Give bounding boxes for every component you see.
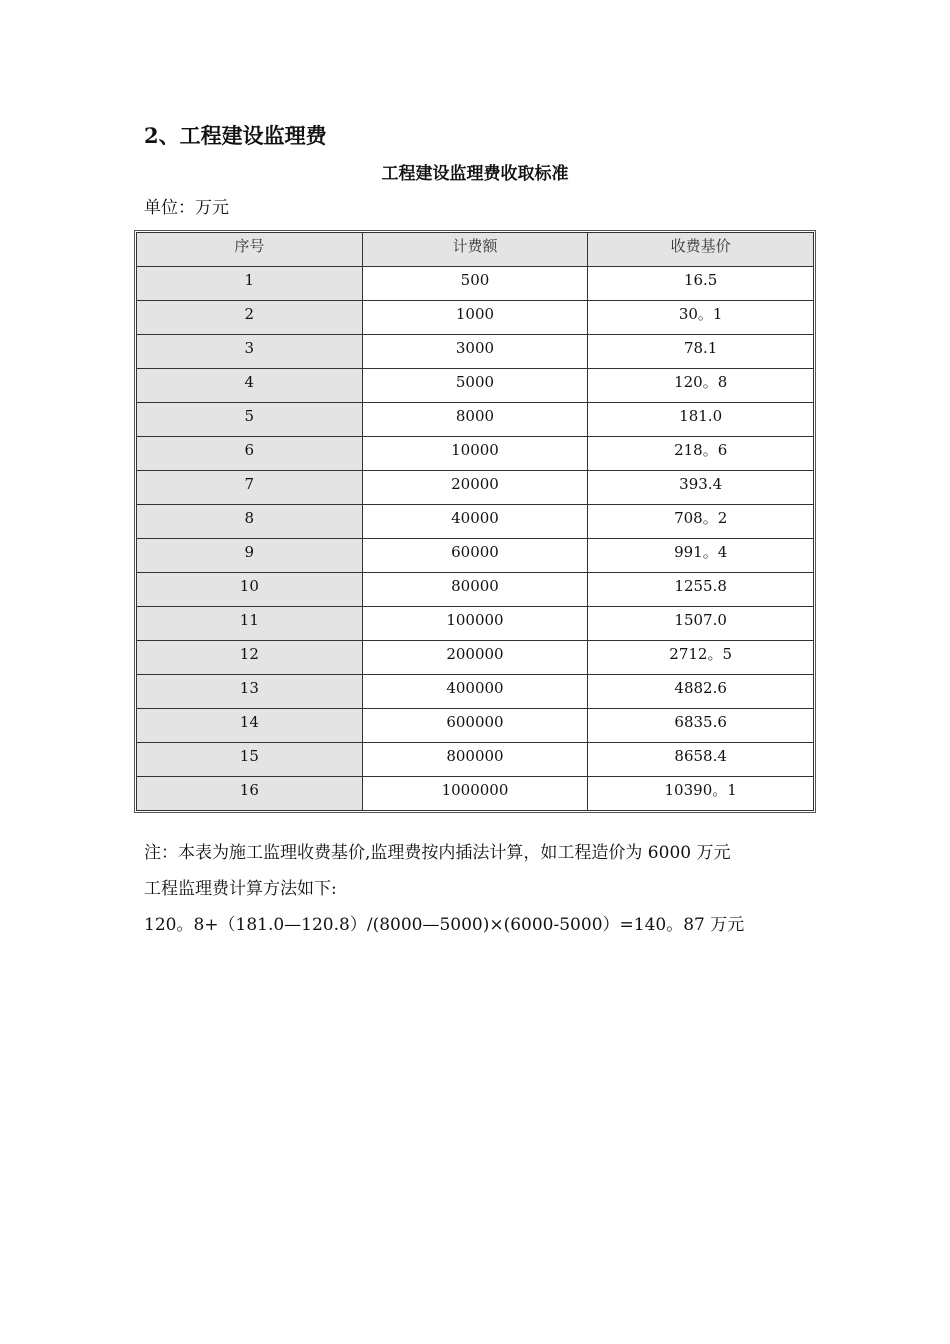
header-seq: 序号 [137, 233, 363, 267]
cell-seq: 7 [137, 471, 363, 505]
header-base-price: 收费基价 [588, 233, 814, 267]
note-line-3: 120。8+（181.0—120.8）/(8000—5000)×(6000-5000）=140。87 万元 [144, 915, 745, 935]
cell-fee-base: 40000 [362, 505, 588, 539]
cell-base-price: 10390。1 [588, 777, 814, 811]
table-row [137, 369, 814, 403]
cell-base-price: 218。6 [588, 437, 814, 471]
cell-fee-base: 10000 [362, 437, 588, 471]
unit-label: 单位：万元 [144, 198, 229, 218]
cell-base-price: 2712。5 [588, 641, 814, 675]
header-fee-base: 计费额 [362, 233, 588, 267]
table-row [137, 607, 814, 641]
fee-table-frame [134, 230, 816, 813]
cell-fee-base: 100000 [362, 607, 588, 641]
cell-seq: 14 [137, 709, 363, 743]
cell-fee-base: 600000 [362, 709, 588, 743]
cell-seq: 9 [137, 539, 363, 573]
cell-base-price: 393.4 [588, 471, 814, 505]
table-row [137, 573, 814, 607]
cell-seq: 1 [137, 267, 363, 301]
table-title: 工程建设监理费收取标准 [381, 164, 569, 184]
cell-fee-base: 8000 [362, 403, 588, 437]
table-row [137, 539, 814, 573]
table-row [137, 675, 814, 709]
cell-fee-base: 20000 [362, 471, 588, 505]
cell-seq: 13 [137, 675, 363, 709]
cell-seq: 3 [137, 335, 363, 369]
section-heading: 2、工程建设监理费 [144, 123, 327, 148]
cell-base-price: 16.5 [588, 267, 814, 301]
table-header-row [137, 233, 814, 267]
table-row [137, 301, 814, 335]
table-row [137, 471, 814, 505]
cell-seq: 2 [137, 301, 363, 335]
table-body [137, 267, 814, 811]
cell-base-price: 78.1 [588, 335, 814, 369]
cell-base-price: 991。4 [588, 539, 814, 573]
cell-fee-base: 1000000 [362, 777, 588, 811]
cell-base-price: 120。8 [588, 369, 814, 403]
cell-fee-base: 1000 [362, 301, 588, 335]
fee-table [136, 232, 814, 811]
cell-base-price: 6835.6 [588, 709, 814, 743]
cell-fee-base: 5000 [362, 369, 588, 403]
table-row [137, 335, 814, 369]
cell-fee-base: 500 [362, 267, 588, 301]
cell-seq: 16 [137, 777, 363, 811]
table-row [137, 403, 814, 437]
note-line-2: 工程监理费计算方法如下: [144, 879, 337, 899]
cell-fee-base: 800000 [362, 743, 588, 777]
cell-seq: 5 [137, 403, 363, 437]
cell-seq: 6 [137, 437, 363, 471]
cell-fee-base: 200000 [362, 641, 588, 675]
table-row [137, 743, 814, 777]
cell-fee-base: 60000 [362, 539, 588, 573]
cell-seq: 15 [137, 743, 363, 777]
cell-seq: 4 [137, 369, 363, 403]
cell-seq: 11 [137, 607, 363, 641]
cell-fee-base: 3000 [362, 335, 588, 369]
table-row [137, 437, 814, 471]
table-row [137, 641, 814, 675]
cell-seq: 8 [137, 505, 363, 539]
cell-base-price: 30。1 [588, 301, 814, 335]
cell-base-price: 708。2 [588, 505, 814, 539]
cell-base-price: 1255.8 [588, 573, 814, 607]
cell-base-price: 181.0 [588, 403, 814, 437]
cell-base-price: 8658.4 [588, 743, 814, 777]
note-line-1: 注：本表为施工监理收费基价,监理费按内插法计算，如工程造价为 6000 万元 [144, 843, 731, 863]
table-row [137, 267, 814, 301]
cell-fee-base: 80000 [362, 573, 588, 607]
cell-fee-base: 400000 [362, 675, 588, 709]
cell-base-price: 1507.0 [588, 607, 814, 641]
cell-seq: 10 [137, 573, 363, 607]
table-row [137, 505, 814, 539]
table-row [137, 709, 814, 743]
cell-seq: 12 [137, 641, 363, 675]
table-row [137, 777, 814, 811]
cell-base-price: 4882.6 [588, 675, 814, 709]
